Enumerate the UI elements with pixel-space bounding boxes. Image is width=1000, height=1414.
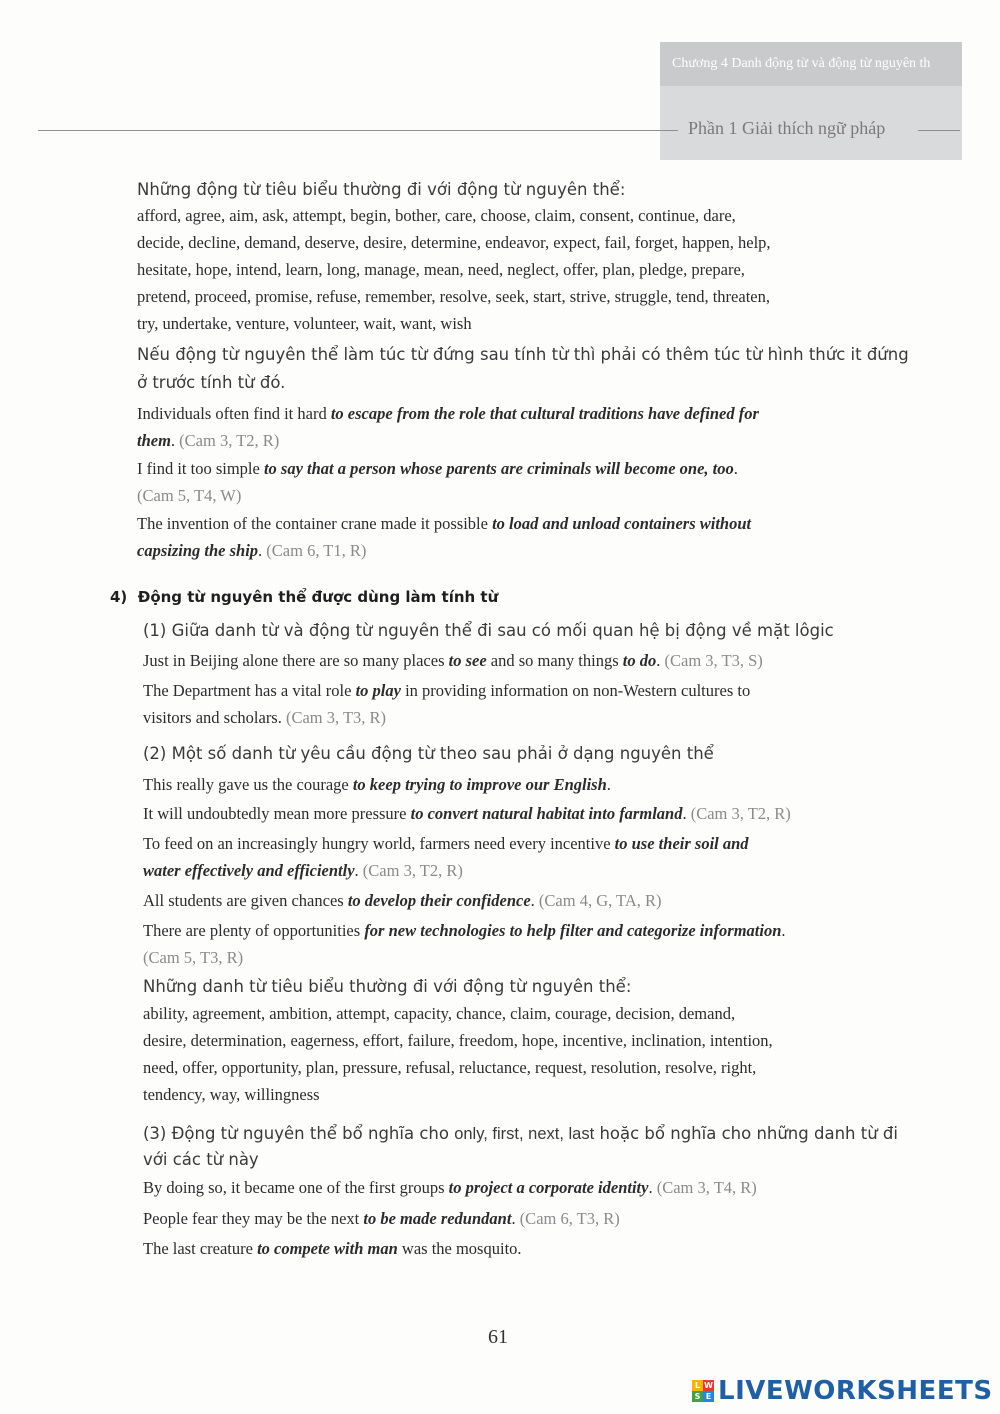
header-rule-end [918, 130, 960, 131]
verbs-line: decide, decline, demand, deserve, desire, determine, endeavor, expect, fail, forget, happen, help, [137, 233, 771, 252]
example-sentence: There are plenty of opportunities for new technologies to help filter and categorize information. [143, 921, 786, 940]
example-sentence: The Department has a vital role to play in providing information on non-Western cultures to [143, 681, 751, 700]
subsection-2-title: (2) Một số danh từ yêu cầu động từ theo sau phải ở dạng nguyên thể [143, 744, 714, 763]
verbs-line: pretend, proceed, promise, refuse, remember, resolve, seek, start, strive, struggle, tend, threaten, [137, 287, 770, 306]
adj-note-line: Nếu động từ nguyên thể làm túc từ đứng sau tính từ thì phải có thêm túc từ hình thức it đứng [137, 345, 909, 364]
source-citation: (Cam 3, T3, S) [664, 651, 763, 670]
source-citation: (Cam 6, T3, R) [519, 1209, 620, 1228]
example-sentence: By doing so, it became one of the first groups to project a corporate identity. (Cam 3, T4, R) [143, 1178, 757, 1197]
example-sentence: To feed on an increasingly hungry world, farmers need every incentive to use their soil and [143, 834, 749, 853]
nouns-intro: Những danh từ tiêu biểu thường đi với động từ nguyên thể: [143, 977, 632, 996]
nouns-line: desire, determination, eagerness, effort, failure, freedom, hope, incentive, inclination, intention, [143, 1031, 773, 1050]
example-sentence: Individuals often find it hard to escape from the role that cultural traditions have defined for [137, 404, 759, 423]
source-citation: (Cam 5, T4, W) [137, 486, 242, 505]
verbs-intro: Những động từ tiêu biểu thường đi với động từ nguyên thể: [137, 180, 626, 199]
example-sentence: capsizing the ship. (Cam 6, T1, R) [137, 541, 367, 560]
liveworksheets-logo [692, 1376, 993, 1406]
example-sentence: The last creature to compete with man was the mosquito. [143, 1239, 522, 1258]
header-rule [38, 130, 678, 131]
example-sentence: It will undoubtedly mean more pressure to convert natural habitat into farmland. (Cam 3, T2, R) [143, 804, 791, 823]
example-sentence: I find it too simple to say that a person whose parents are criminals will become one, too. [137, 459, 738, 478]
verbs-line: try, undertake, venture, volunteer, wait, want, wish [137, 314, 472, 333]
nouns-line: tendency, way, willingness [143, 1085, 320, 1104]
subsection-3-title: (3) Động từ nguyên thể bổ nghĩa cho only, first, next, last hoặc bổ nghĩa cho những danh từ đi [143, 1124, 898, 1143]
subsection-3-title-cont: với các từ này [143, 1150, 259, 1169]
verbs-line: afford, agree, aim, ask, attempt, begin, bother, care, choose, claim, consent, continue, dare, [137, 206, 736, 225]
section-heading: 4) Động từ nguyên thể được dùng làm tính từ [110, 588, 499, 606]
source-citation: (Cam 4, G, TA, R) [538, 891, 662, 910]
liveworksheets-logo-icon: L W S E [692, 1380, 714, 1402]
source-citation: (Cam 3, T4, R) [656, 1178, 757, 1197]
example-sentence: them. (Cam 3, T2, R) [137, 431, 280, 450]
verbs-line: hesitate, hope, intend, learn, long, manage, mean, need, neglect, offer, plan, pledge, prepare, [137, 260, 745, 279]
example-sentence: The invention of the container crane made it possible to load and unload containers without [137, 514, 752, 533]
source-citation: (Cam 3, T2, R) [179, 431, 280, 450]
example-sentence: This really gave us the courage to keep trying to improve our English. [143, 775, 611, 794]
source-citation: (Cam 3, T2, R) [690, 804, 791, 823]
example-sentence: People fear they may be the next to be made redundant. (Cam 6, T3, R) [143, 1209, 620, 1228]
page-number: 61 [488, 1326, 508, 1348]
source-citation: (Cam 3, T3, R) [285, 708, 387, 727]
example-sentence: water effectively and efficiently. (Cam 3, T2, R) [143, 861, 463, 880]
example-sentence: Just in Beijing alone there are so many places to see and so many things to do. (Cam 3, T3, S) [143, 651, 763, 670]
source-citation: (Cam 6, T1, R) [266, 541, 367, 560]
nouns-line: need, offer, opportunity, plan, pressure, refusal, reluctance, request, resolution, resolve, right, [143, 1058, 757, 1077]
nouns-line: ability, agreement, ambition, attempt, capacity, chance, claim, courage, decision, demand, [143, 1004, 736, 1023]
source-citation: (Cam 3, T2, R) [362, 861, 463, 880]
subsection-1-title: (1) Giữa danh từ và động từ nguyên thể đi sau có mối quan hệ bị động về mặt lôgic [143, 621, 834, 640]
adj-note-line: ở trước tính từ đó. [137, 373, 286, 392]
source-citation: (Cam 5, T3, R) [143, 948, 244, 967]
example-sentence: visitors and scholars. (Cam 3, T3, R) [143, 708, 387, 727]
watermark-text: LIVEWORKSHEETS [718, 1376, 993, 1406]
example-sentence: All students are given chances to develop their confidence. (Cam 4, G, TA, R) [143, 891, 662, 910]
part-title: Phần 1 Giải thích ngữ pháp [688, 118, 886, 138]
chapter-title: Chương 4 Danh động từ và động từ nguyên th [672, 56, 931, 71]
